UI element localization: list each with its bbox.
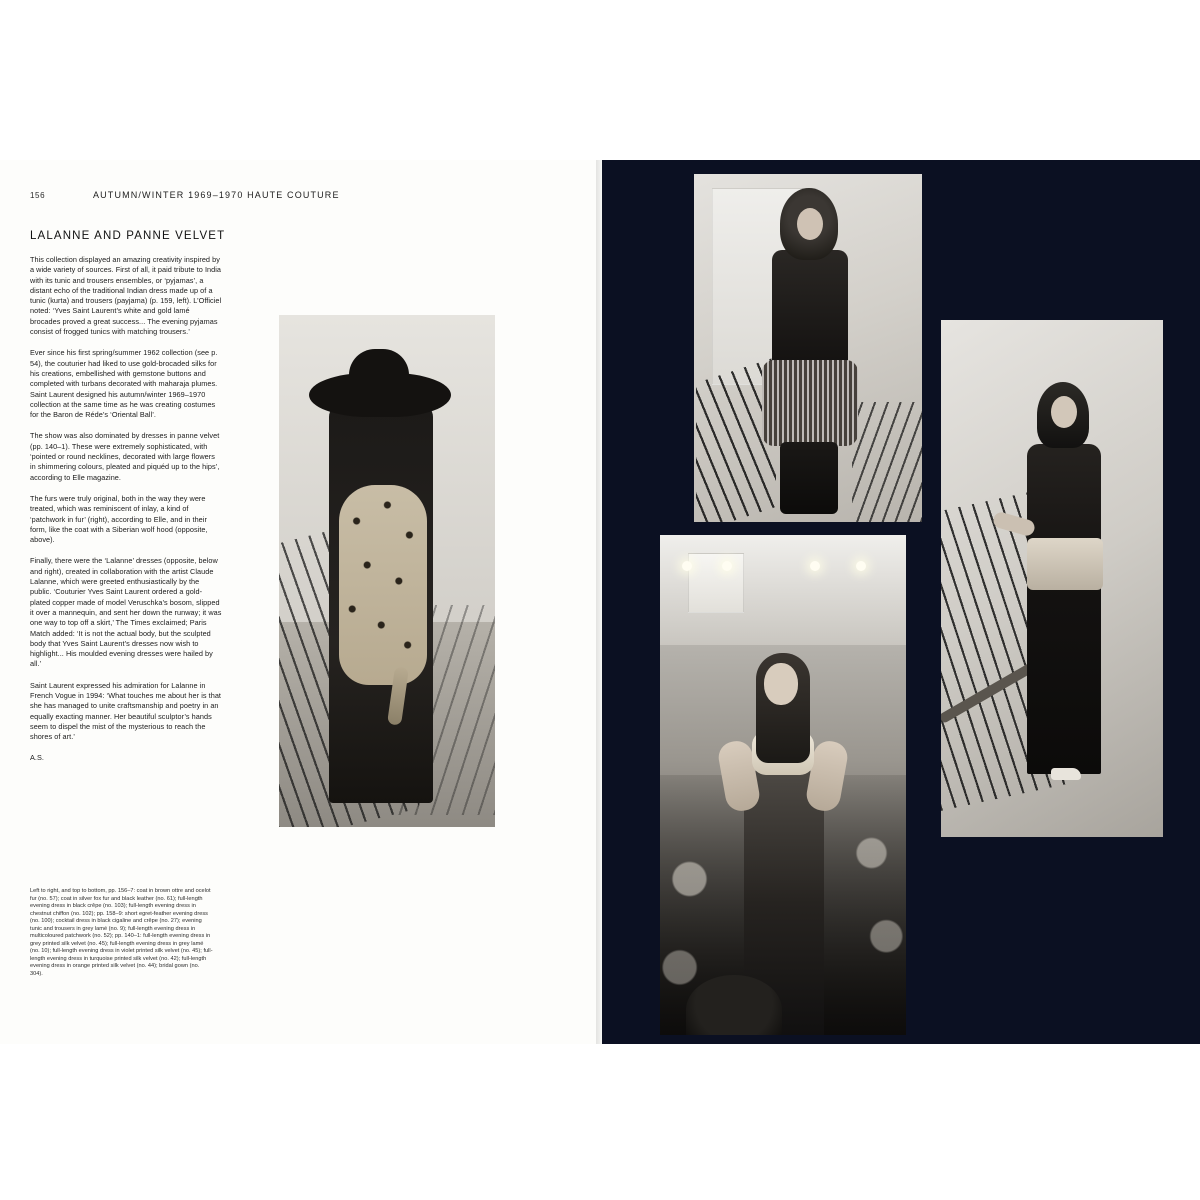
photo-hood-content <box>941 320 1163 837</box>
patchwork-fur-skirt <box>762 360 858 446</box>
photo-fur-hood-ensemble <box>694 174 922 522</box>
window-shape <box>688 553 744 613</box>
left-page <box>0 160 602 1044</box>
model-torso <box>772 250 848 370</box>
moulded-bodice <box>1027 538 1103 590</box>
model-legs <box>780 442 838 514</box>
running-head: AUTUMN/WINTER 1969–1970 HAUTE COUTURE <box>93 190 340 200</box>
body-paragraph: The show was also dominated by dresses in panne velvet (pp. 140–1). These were extremely sophisticated, with ‘pointed or round necklines, decorated with large flowers in shimmering colours, pleated and piquéd up to the hips’, according to Elle magazine. <box>30 431 220 482</box>
page-title: LALANNE AND PANNE VELVET <box>30 230 226 242</box>
book-spread <box>0 160 1200 1044</box>
banister-icon <box>852 402 922 522</box>
photo-runway-content <box>660 535 906 1035</box>
right-page <box>602 160 1200 1044</box>
figure-caption: Left to right, and top to bottom, pp. 156–7: coat in brown ottre and ocelot fur (no. 57); coat in silver fox fur and black leather (no. 61); full-length evening dress in black crêpe (no. 103); full-length evening dress in chestnut chiffon (no. 102); pp. 158–9: short egret-feather evening dress (no. 100); cocktail dress in black cigaline and crêpe (no. 27); evening tunic and trousers in grey lamé (no. 9); full-length evening dress in multicoloured patchwork (no. 52); pp. 140–1: full-length evening dress in grey printed silk velvet (no. 45); full-length evening dress in grey lamé (no. 10); full-length evening dress in violet printed silk velvet (no. 45); full-length evening dress in turquoise printed silk velvet (no. 42); full-length evening dress in orange printed silk velvet (no. 44); bridal gown (no. 304). <box>30 888 213 977</box>
spotlight-icon <box>722 561 732 571</box>
model-face <box>1051 396 1077 428</box>
spotlight-icon <box>810 561 820 571</box>
spotlight-icon <box>856 561 866 571</box>
model-face <box>797 208 823 240</box>
spotlight-icon <box>682 561 692 571</box>
body-paragraph: The furs were truly original, both in the way they were treated, which was reminiscent of inlay, a kind of ‘patchwork in fur’ (right), according to Elle, and in their form, like the coat with a Siberian wolf hood (opposite, above). <box>30 493 208 545</box>
photo-runway-sculpted-bodice <box>660 535 906 1035</box>
author-initials: A.S. <box>30 753 44 763</box>
body-text-column <box>30 255 222 775</box>
body-paragraph: Finally, there were the ‘Lalanne’ dresses (opposite, below and right), created in collaboration with the artist Claude Lalanne, which were greeted enthusiastically by the public. ‘Couturier Yves Saint Laurent ordered a gold-plated copper made of model Veruschka’s bosom, slipped it over a mannequin, and sent her down the runway; it was one way to top off a skirt,’ The Times exclaimed; Paris Match added: ‘It is not the actual body, but the sculpted body that Yves Saint Laurent’s dresses now wish to highlight... His moulded evening dresses were hailed by all.’ <box>30 556 222 669</box>
body-paragraph: Ever since his first spring/summer 1962 collection (see p. 54), the couturier had liked to use gold-brocaded silks for his creations, embellished with gemstone buttons and completed with turbans decorated with maharaja plumes. Saint Laurent designed his autumn/winter 1969–1970 collection at the same time as he was creating costumes for the Baron de Réde’s ‘Oriental Ball’. <box>30 348 218 420</box>
photo-coat-content <box>279 315 495 827</box>
wide-brim-hat <box>309 373 451 417</box>
photo-fur-content <box>694 174 922 522</box>
body-paragraph: This collection displayed an amazing creativity inspired by a wide variety of sources. First of all, it paid tribute to India with its tunic and trousers ensembles, or ‘pyjamas’, a distant echo of the traditional Indian dress made up of a tunic (kurta) and trousers (payjama) (p. 159, left). L’Officiel noted: ‘Yves Saint Laurent’s white and gold lamé brocades proved a great success... The evening pyjamas consist of frogged tunics with matching trousers.’ <box>30 255 222 337</box>
evening-gown <box>1027 444 1101 774</box>
model-shoe <box>1051 768 1081 780</box>
page-number: 156 <box>30 191 46 200</box>
photo-hooded-gown <box>941 320 1163 837</box>
photo-coat-leopard-patchwork <box>279 315 495 827</box>
leopard-fur-panel <box>339 485 427 685</box>
body-paragraph: Saint Laurent expressed his admiration for Lalanne in French Vogue in 1994: ‘What touches me about her is that she has managed to unite craftsmanship and poetry in an equally exacting manner. Her beautiful sculptor’s hands seem to dispel the mist of the mysterious to reach the shores of art.’ <box>30 680 222 742</box>
model-face <box>764 663 798 705</box>
